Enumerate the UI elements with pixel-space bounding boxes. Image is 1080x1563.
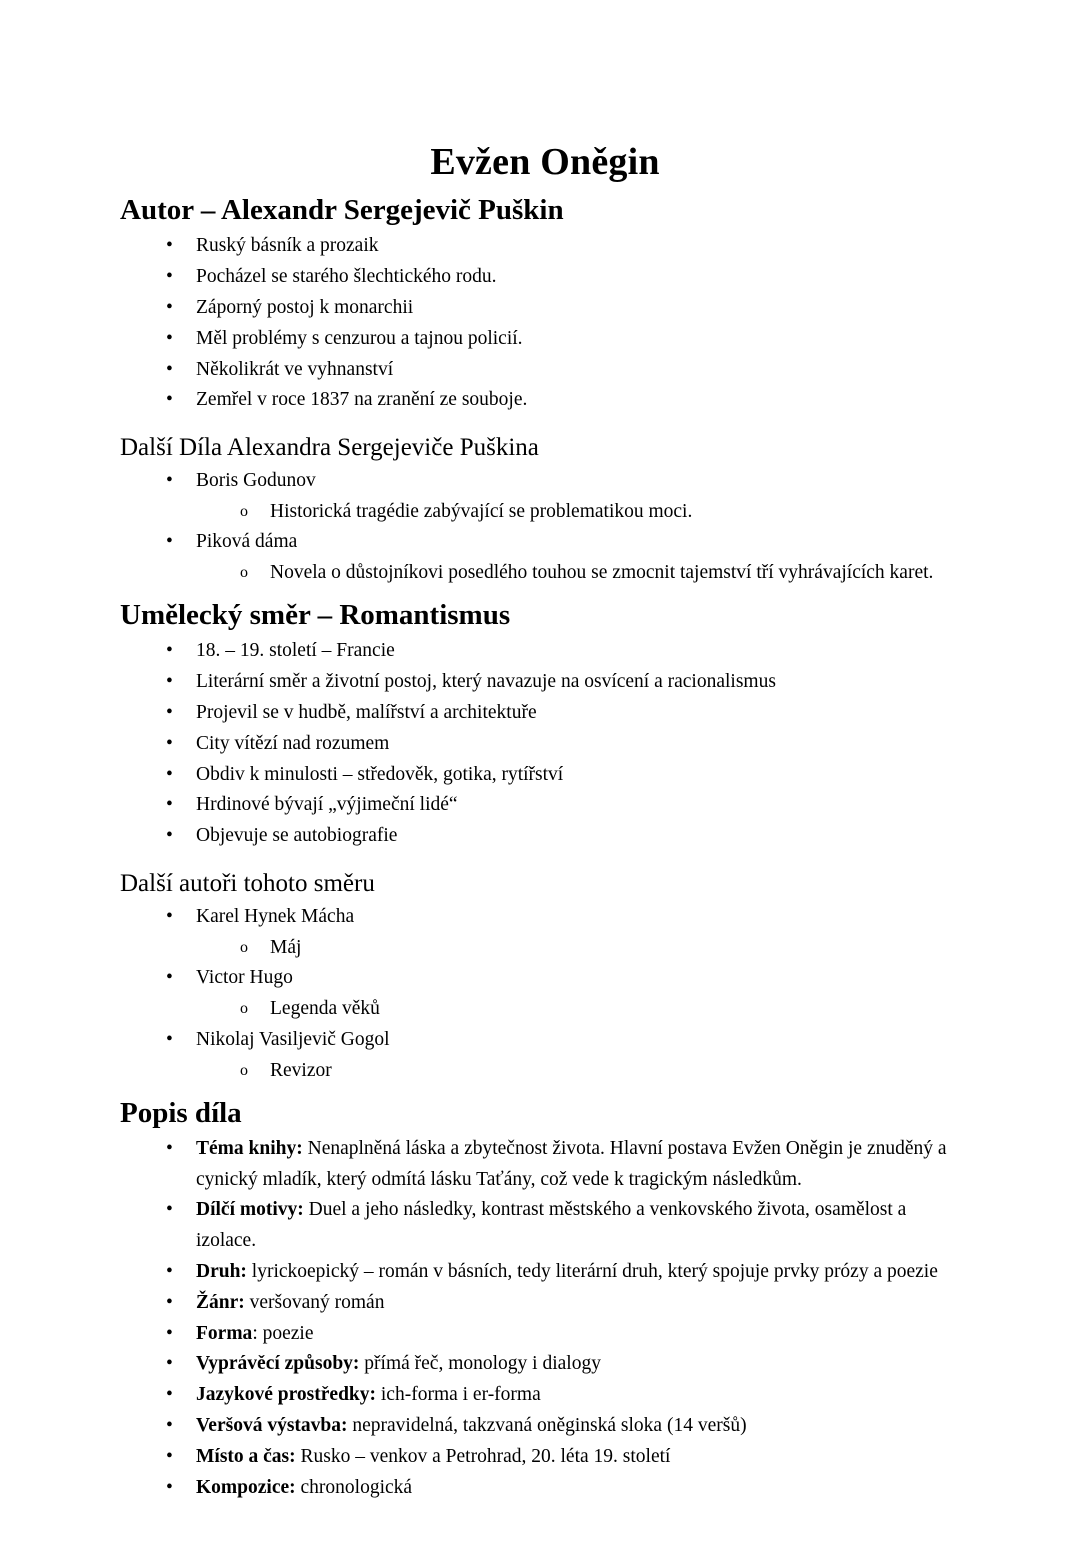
list-item [158,698,970,729]
sub-bullet-list [196,1056,970,1087]
bullet-list [120,231,970,416]
list-item-text: Měl problémy s cenzurou a tajnou policií. [196,327,523,349]
list-item [158,355,970,386]
list-item-text: přímá řeč, monology i dialogy [359,1353,601,1375]
sub-list-item [232,1056,970,1087]
list-item-lead: Dílčí motivy: [196,1199,304,1221]
sub-bullet-icon: o [240,564,248,582]
sub-bullet-icon: o [240,1061,248,1079]
list-item-lead: Žánr: [196,1291,245,1313]
list-item-text: Nikolaj Vasiljevič Gogol [196,1028,390,1050]
bullet-icon: • [166,235,173,257]
list-item [158,667,970,698]
list-item-lead: Veršová výstavba: [196,1415,348,1437]
bullet-icon: • [166,1415,173,1437]
bullet-list [120,466,970,589]
page-title: Evžen Oněgin [430,141,660,183]
bullet-icon: • [166,1353,173,1375]
sub-list-item-text: Legenda věků [270,998,380,1020]
list-item-text: Několikrát ve vyhnanství [196,358,394,380]
sub-list-item [232,933,970,964]
bullet-list [120,902,970,1087]
sub-bullet-list [196,994,970,1025]
bullet-list [120,636,970,852]
list-item-text: Boris Godunov [196,469,316,491]
bullet-icon: • [166,1261,173,1283]
section-heading: Autor – Alexandr Sergejevič Puškin [120,194,564,226]
list-item-text: Duel a jeho následky, kontrast městského a venkovského života, osamělost a izolace. [196,1199,907,1252]
list-item-text: veršovaný román [244,1291,385,1313]
list-item [158,760,970,791]
bullet-icon: • [166,794,173,816]
list-item-text: Hrdinové bývají „výjimeční lidé“ [196,794,458,816]
list-item-text: Nenaplněná láska a zbytečnost života. Hlavní postava Evžen Oněgin je znuděný a cynický mladík, který odmítá lásku Taťány, což vede k tragickým následkům. [196,1137,947,1190]
list-item-text: City vítězí nad rozumem [196,732,390,754]
section-heading: Umělecký směr – Romantismus [120,599,511,632]
sub-list-item [232,497,970,528]
list-item-text: chronologická [295,1476,413,1498]
bullet-icon: • [166,702,173,723]
list-item-lead: Kompozice: [196,1476,296,1498]
sub-list-item-text: Historická tragédie zabývající se problematikou moci. [270,500,693,522]
list-item-text: ich-forma i er-forma [376,1384,541,1406]
list-item-text: Pocházel se starého šlechtického rodu. [196,266,497,288]
list-item [158,262,970,293]
list-item [158,1025,970,1087]
list-item-lead: Téma knihy: [196,1137,303,1159]
sub-list-item [232,558,970,589]
list-item [158,821,970,852]
section-heading: Další Díla Alexandra Sergejeviče Puškina [120,434,539,462]
bullet-icon: • [166,1137,173,1159]
list-item [158,636,970,667]
bullet-icon: • [166,1445,173,1467]
bullet-icon: • [166,531,173,553]
list-item-text: Karel Hynek Mácha [196,905,355,927]
sub-list-item-text: Novela o důstojníkovi posedlého touhou se zmocnit tajemství tří vyhrávajících karet. [270,562,934,584]
bullet-icon: • [166,1028,173,1050]
list-item-text: Projevil se v hudbě, malířství a architektuře [196,702,537,723]
bullet-icon: • [166,967,173,989]
document-body [120,194,970,1503]
sub-bullet-icon: o [240,938,248,956]
list-item [158,1134,970,1196]
list-item [158,293,970,324]
bullet-icon: • [166,825,173,847]
sub-bullet-icon: o [240,1000,248,1018]
list-item-text: 18. – 19. století – Francie [196,640,395,662]
bullet-icon: • [166,640,173,662]
list-item [158,1380,970,1411]
list-item-text: lyrickoepický – román v básních, tedy literární druh, který spojuje prvky prózy a poezie [246,1261,938,1283]
section-heading: Popis díla [120,1096,242,1129]
list-item [158,385,970,416]
list-item [158,231,970,262]
list-item [158,1257,970,1288]
list-item-text: Victor Hugo [196,967,293,989]
sub-bullet-list [196,497,970,528]
list-item-text: Ruský básník a prozaik [196,235,379,257]
bullet-icon: • [166,905,173,927]
list-item-lead: Druh: [196,1261,247,1283]
bullet-icon: • [166,732,173,754]
bullet-icon: • [166,327,173,349]
bullet-icon: • [166,266,173,288]
sub-list-item-text: Máj [270,936,302,958]
list-item-lead: Forma [196,1322,253,1344]
list-item [158,1349,970,1380]
list-item [158,1195,970,1257]
list-item-text: Objevuje se autobiografie [196,825,398,847]
sub-list-item-text: Revizor [270,1059,332,1081]
bullet-list [120,1134,970,1504]
sub-bullet-icon: o [240,502,248,520]
bullet-icon: • [166,469,173,491]
list-item [158,963,970,1025]
list-item [158,790,970,821]
list-item-text: Rusko – venkov a Petrohrad, 20. léta 19. století [295,1445,671,1467]
list-item-text: Záporný postoj k monarchii [196,296,414,318]
list-item-text: nepravidelná, takzvaná oněginská sloka (14 veršů) [347,1415,747,1437]
bullet-icon: • [166,296,173,318]
section-heading: Další autoři tohoto směru [120,869,375,897]
list-item [158,1288,970,1319]
sub-bullet-list [196,558,970,589]
bullet-icon: • [166,671,173,693]
bullet-icon: • [166,358,173,380]
list-item [158,729,970,760]
list-item-lead: Vyprávěcí způsoby: [196,1353,360,1375]
list-item [158,527,970,589]
bullet-icon: • [166,1199,173,1221]
list-item-lead: Místo a čas: [196,1445,296,1467]
list-item-text: Piková dáma [196,531,298,553]
list-item [158,1473,970,1504]
list-item-text: : poezie [252,1322,314,1344]
list-item [158,1442,970,1473]
bullet-icon: • [166,1476,173,1498]
list-item [158,324,970,355]
bullet-icon: • [166,389,173,411]
bullet-icon: • [166,763,173,785]
sub-list-item [232,994,970,1025]
bullet-icon: • [166,1322,173,1344]
list-item [158,1411,970,1442]
bullet-icon: • [166,1291,173,1313]
list-item [158,1319,970,1350]
list-item-lead: Jazykové prostředky: [196,1384,377,1406]
list-item-text: Literární směr a životní postoj, který navazuje na osvícení a racionalismus [196,671,776,693]
bullet-icon: • [166,1384,173,1406]
list-item [158,902,970,964]
list-item [158,466,970,528]
list-item-text: Zemřel v roce 1837 na zranění ze souboje. [196,389,528,411]
sub-bullet-list [196,933,970,964]
list-item-text: Obdiv k minulosti – středověk, gotika, rytířství [196,763,564,785]
